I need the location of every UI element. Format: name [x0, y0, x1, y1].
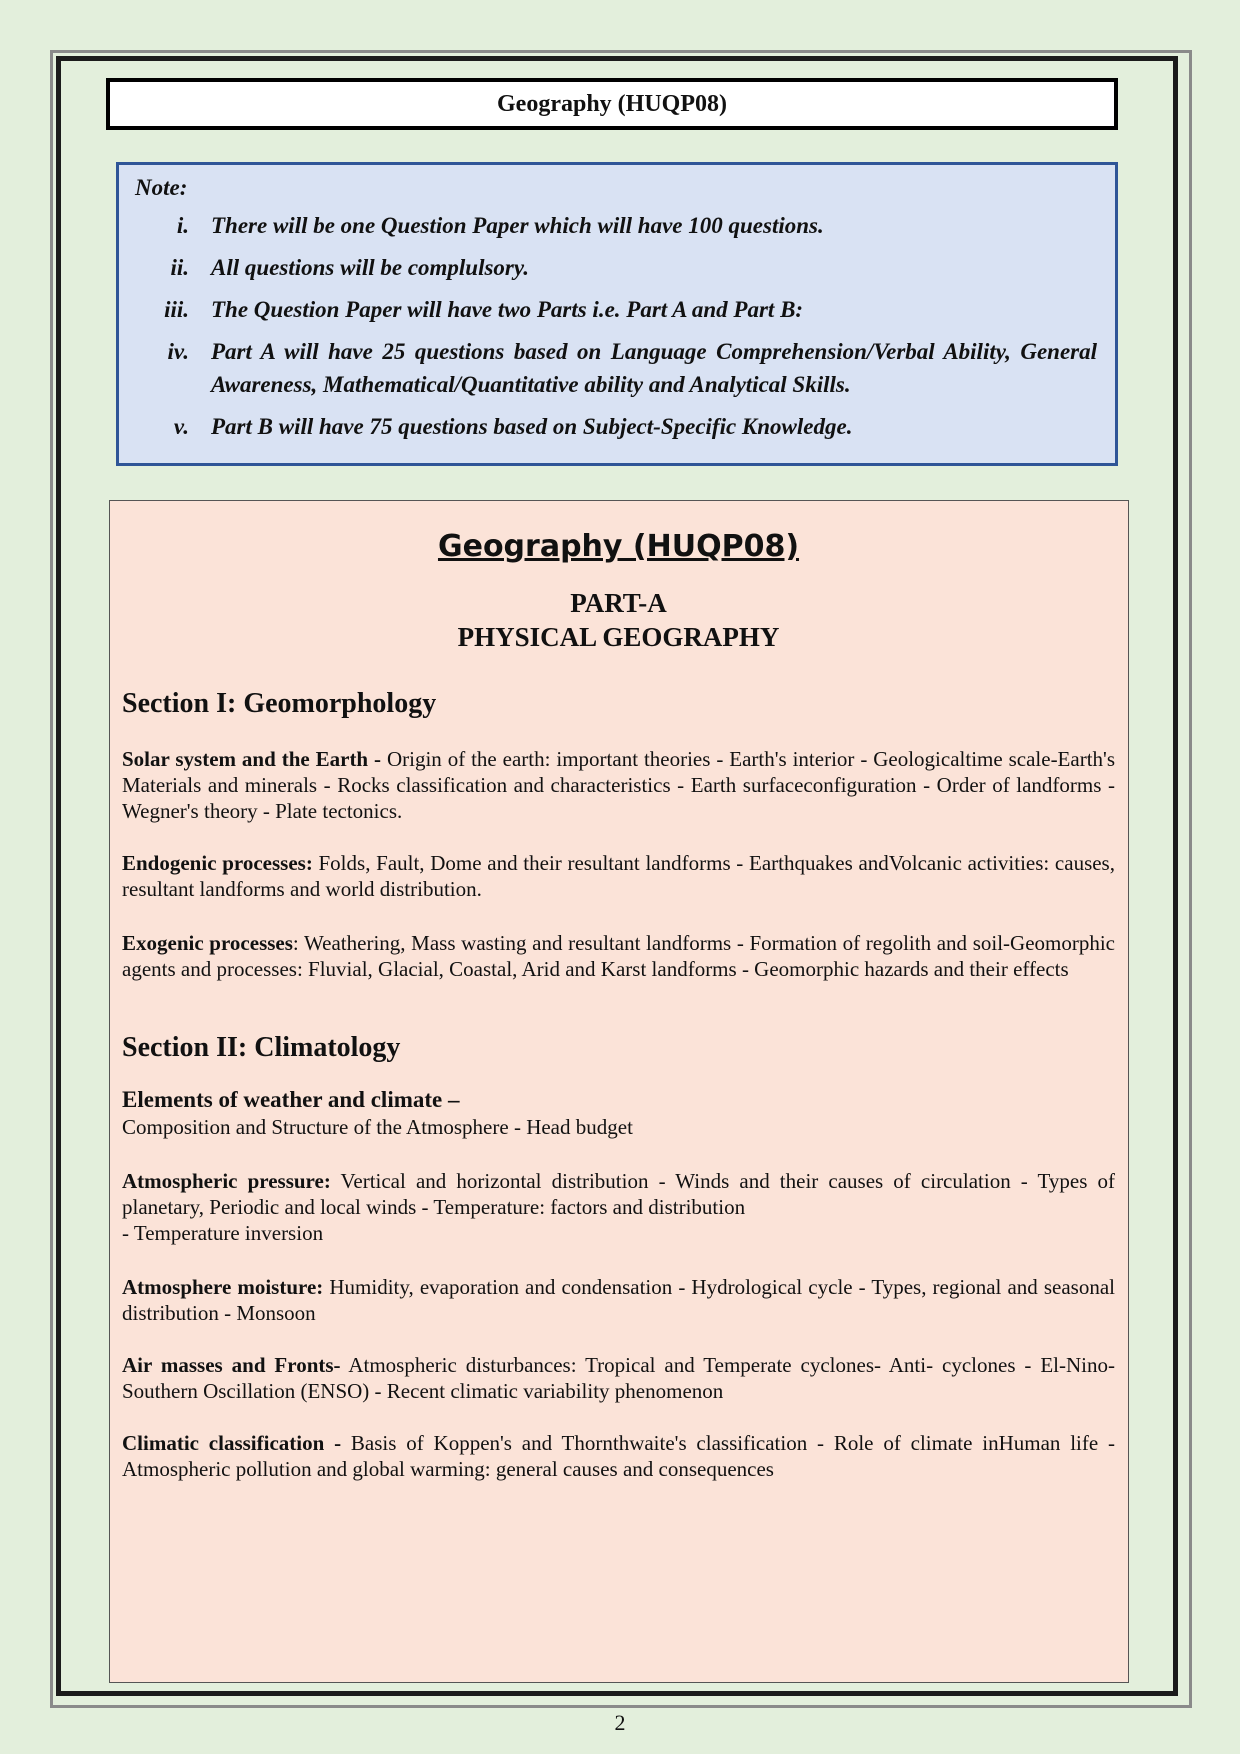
note-item-text: Part A will have 25 questions based on Language Comprehension/Verbal Ability, General Awareness, Mathematical/Quantitative ability and Analytical Skills. — [211, 339, 1097, 397]
note-list — [135, 209, 1097, 443]
paragraph-lead: Atmosphere moisture: — [122, 1275, 324, 1299]
syllabus-box — [109, 500, 1129, 1683]
paragraph-air-masses — [122, 1352, 1115, 1404]
note-item-text: All questions will be complulsory. — [211, 255, 529, 280]
note-item — [135, 410, 1097, 443]
subheading-elements: Elements of weather and climate – — [122, 1087, 460, 1112]
paragraph-climatic-classification — [122, 1430, 1115, 1482]
paragraph-solar-system — [122, 746, 1115, 824]
paragraph-temperature-inversion: - Temperature inversion — [122, 1221, 324, 1245]
paragraph-body: : Weathering, Mass wasting and resultant landforms - Formation of regolith and soil-Geomorphic agents and processes: Fluvial, Glacial, Coastal, Arid and Karst landforms - Geomorphic hazards and their effects — [122, 931, 1116, 981]
syllabus-title: Geography (HUQP08) — [437, 529, 800, 564]
paragraph-body: Vertical and horizontal distribution - Winds and their causes of circulation - Types of planetary, Periodic and local winds - Temperature: factors and distribution — [122, 1169, 1115, 1219]
paragraph-lead: Solar system and the Earth - — [122, 747, 382, 771]
note-item-number: ii. — [170, 255, 189, 280]
note-item-text: There will be one Question Paper which will have 100 questions. — [211, 213, 824, 238]
note-heading: Note: — [135, 175, 188, 200]
part-subtitle: PHYSICAL GEOGRAPHY — [457, 622, 780, 652]
paragraph-body: Basis of Koppen's and Thornthwaite's classification - Role of climate inHuman life - Atmospheric pollution and global warming: general causes and consequences — [122, 1431, 1115, 1481]
paragraph-lead: Exogenic processes — [122, 931, 293, 955]
paragraph-atmosphere-moisture — [122, 1274, 1115, 1326]
paragraph-body: Atmospheric disturbances: Tropical and Temperate cyclones- Anti- cyclones - El-Nino-Southern Oscillation (ENSO) - Recent climatic variability phenomenon — [122, 1353, 1115, 1403]
note-item — [135, 251, 1097, 284]
paragraph-exogenic — [122, 930, 1115, 982]
section-heading-climatology: Section II: Climatology — [122, 1032, 401, 1063]
note-item-text: Part B will have 75 questions based on Subject-Specific Knowledge. — [211, 414, 853, 439]
header-title: Geography (HUQP08) — [497, 90, 727, 117]
note-item — [135, 209, 1097, 242]
note-box — [116, 162, 1118, 466]
paragraph-atmospheric-pressure — [122, 1168, 1115, 1220]
part-label: PART-A — [570, 588, 667, 618]
paragraph-body: Origin of the earth: important theories - Earth's interior - Geologicaltime scale-Earth's Materials and minerals - Rocks classification and characteristics - Earth surfaceconfiguration - Order of landforms - Wegner's theory - Plate tectonics. — [122, 747, 1115, 823]
paragraph-endogenic — [122, 850, 1115, 902]
note-item — [135, 335, 1097, 401]
paragraph-lead: Air masses and Fronts- — [122, 1353, 341, 1377]
paragraph-elements: Composition and Structure of the Atmosphere - Head budget — [122, 1115, 633, 1139]
paragraph-lead: Atmospheric pressure: — [122, 1169, 331, 1193]
section-heading-geomorphology: Section I: Geomorphology — [122, 688, 437, 719]
note-item — [135, 293, 1097, 326]
header-title-box — [106, 78, 1118, 130]
note-item-number: v. — [173, 414, 189, 439]
note-item-text: The Question Paper will have two Parts i.e. Part A and Part B: — [211, 297, 804, 322]
paragraph-lead: Climatic classification - — [122, 1431, 342, 1455]
note-item-number: iii. — [164, 297, 189, 322]
note-item-number: i. — [176, 213, 189, 238]
paragraph-body: Folds, Fault, Dome and their resultant landforms - Earthquakes andVolcanic activities: causes, resultant landforms and world distribution. — [122, 851, 1115, 901]
page-number: 2 — [614, 1710, 626, 1735]
paragraph-lead: Endogenic processes: — [122, 851, 313, 875]
paragraph-body: Humidity, evaporation and condensation - Hydrological cycle - Types, regional and seasonal distribution - Monsoon — [122, 1275, 1115, 1325]
note-item-number: iv. — [167, 339, 189, 364]
